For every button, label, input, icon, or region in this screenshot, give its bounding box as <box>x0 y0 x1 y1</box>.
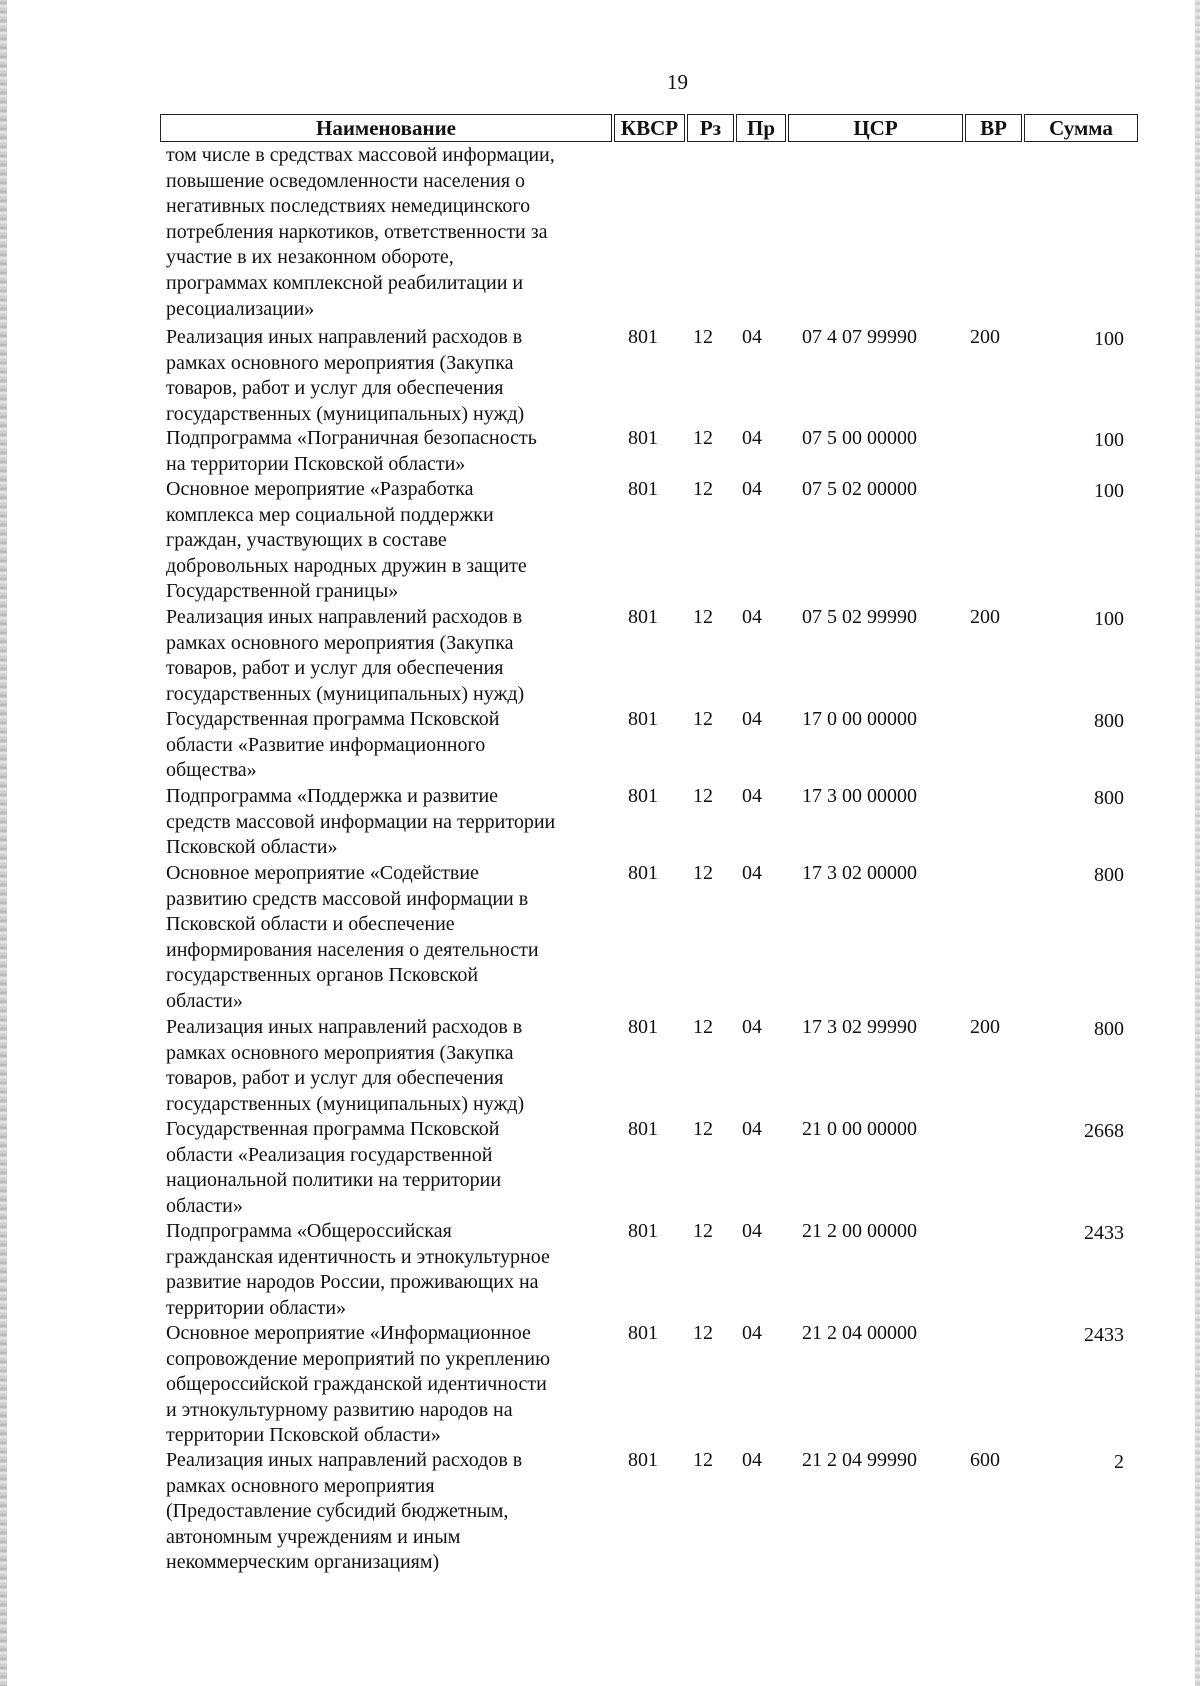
row-name: Основное мероприятие «Содействие развитию средств массовой информации в Псковской области и обеспечение информирования населения о деятельности государственных органов Псковской области» <box>166 862 539 1012</box>
row-pr: 04 <box>742 1449 762 1471</box>
row-pr: 04 <box>742 606 762 628</box>
row-kvsr: 801 <box>628 1118 658 1140</box>
row-kvsr: 801 <box>628 862 658 884</box>
row-rz: 12 <box>693 606 713 628</box>
row-name: Основное мероприятие «Разработка комплекса мер социальной поддержки граждан, участвующих в составе добровольных народных дружин в защите Государственной границы» <box>166 478 527 603</box>
row-pr: 04 <box>742 1220 762 1242</box>
row-rz: 12 <box>693 785 713 807</box>
row-name: Государственная программа Псковской области «Реализация государственной национальной политики на территории области» <box>166 1118 502 1217</box>
row-sum: 2668 <box>1084 1120 1124 1142</box>
row-csr: 07 4 07 99990 <box>802 326 917 348</box>
row-pr: 04 <box>742 1118 762 1140</box>
row-name: Подпрограмма «Пограничная безопасность на территории Псковской области» <box>166 427 537 475</box>
row-name: Подпрограмма «Общероссийская гражданская идентичность и этнокультурное развитие народов России, проживающих на территории области» <box>166 1220 550 1319</box>
row-sum: 2 <box>1114 1451 1124 1473</box>
row-name: Реализация иных направлений расходов в рамках основного мероприятия (Предоставление субсидий бюджетным, автономным учреждениям и иным некоммерческим организациям) <box>166 1449 523 1574</box>
row-csr: 17 3 02 99990 <box>802 1016 917 1038</box>
scan-edge-left <box>0 0 7 1686</box>
row-kvsr: 801 <box>628 606 658 628</box>
row-csr: 21 2 04 99990 <box>802 1449 917 1471</box>
row-csr: 17 3 00 00000 <box>802 785 917 807</box>
row-rz: 12 <box>693 1118 713 1140</box>
row-pr: 04 <box>742 427 762 449</box>
row-name: Реализация иных направлений расходов в рамках основного мероприятия (Закупка товаров, работ и услуг для обеспечения государственных (муниципальных) нужд) <box>166 1016 525 1115</box>
row-name: том числе в средствах массовой информации, повышение осведомленности населения о негативных последствиях немедицинского потребления наркотиков, ответственности за участие в их незаконном обороте, программах комплексной реабилитации и ресоциализации» <box>166 144 555 320</box>
row-sum: 100 <box>1094 328 1124 350</box>
row-kvsr: 801 <box>628 427 658 449</box>
row-pr: 04 <box>742 708 762 730</box>
row-csr: 17 0 00 00000 <box>802 708 917 730</box>
row-name: Основное мероприятие «Информационное сопровождение мероприятий по укреплению общероссийской гражданской идентичности и этнокультурному развитию народов на территории Псковской области» <box>166 1322 551 1447</box>
scan-edge-right <box>1195 0 1200 1686</box>
row-vr: 600 <box>970 1449 1000 1471</box>
header-sum: Сумма <box>1024 114 1138 142</box>
header-vr: ВР <box>965 114 1022 142</box>
row-csr: 07 5 00 00000 <box>802 427 917 449</box>
row-rz: 12 <box>693 1322 713 1344</box>
row-sum: 100 <box>1094 608 1124 630</box>
row-pr: 04 <box>742 862 762 884</box>
row-kvsr: 801 <box>628 708 658 730</box>
row-sum: 800 <box>1094 710 1124 732</box>
row-sum: 800 <box>1094 864 1124 886</box>
row-sum: 2433 <box>1084 1222 1124 1244</box>
row-name: Реализация иных направлений расходов в рамках основного мероприятия (Закупка товаров, работ и услуг для обеспечения государственных (муниципальных) нужд) <box>166 606 525 705</box>
row-pr: 04 <box>742 1322 762 1344</box>
row-rz: 12 <box>693 1220 713 1242</box>
page-number: 19 <box>667 70 688 94</box>
row-kvsr: 801 <box>628 478 658 500</box>
row-name: Реализация иных направлений расходов в рамках основного мероприятия (Закупка товаров, работ и услуг для обеспечения государственных (муниципальных) нужд) <box>166 326 525 425</box>
header-rz: Рз <box>687 114 734 142</box>
row-vr: 200 <box>970 1016 1000 1038</box>
row-csr: 07 5 02 99990 <box>802 606 917 628</box>
row-kvsr: 801 <box>628 1220 658 1242</box>
row-kvsr: 801 <box>628 1449 658 1471</box>
row-csr: 17 3 02 00000 <box>802 862 917 884</box>
row-kvsr: 801 <box>628 326 658 348</box>
row-rz: 12 <box>693 427 713 449</box>
row-csr: 21 2 04 00000 <box>802 1322 917 1344</box>
row-sum: 800 <box>1094 1018 1124 1040</box>
table-header <box>160 111 1138 144</box>
row-vr: 200 <box>970 326 1000 348</box>
row-sum: 100 <box>1094 480 1124 502</box>
row-rz: 12 <box>693 1449 713 1471</box>
row-pr: 04 <box>742 326 762 348</box>
row-rz: 12 <box>693 326 713 348</box>
row-kvsr: 801 <box>628 1322 658 1344</box>
row-csr: 21 2 00 00000 <box>802 1220 917 1242</box>
header-csr: ЦСР <box>788 114 963 142</box>
row-csr: 07 5 02 00000 <box>802 478 917 500</box>
row-kvsr: 801 <box>628 1016 658 1038</box>
row-pr: 04 <box>742 478 762 500</box>
row-kvsr: 801 <box>628 785 658 807</box>
row-sum: 2433 <box>1084 1324 1124 1346</box>
row-name: Государственная программа Псковской области «Развитие информационного общества» <box>166 708 500 782</box>
row-pr: 04 <box>742 785 762 807</box>
row-name: Подпрограмма «Поддержка и развитие средств массовой информации на территории Псковской области» <box>166 785 556 859</box>
row-rz: 12 <box>693 862 713 884</box>
row-rz: 12 <box>693 478 713 500</box>
row-pr: 04 <box>742 1016 762 1038</box>
header-kvsr: КВСР <box>614 114 685 142</box>
row-csr: 21 0 00 00000 <box>802 1118 917 1140</box>
header-name: Наименование <box>160 114 612 142</box>
row-vr: 200 <box>970 606 1000 628</box>
header-pr: Пр <box>736 114 786 142</box>
row-rz: 12 <box>693 708 713 730</box>
row-rz: 12 <box>693 1016 713 1038</box>
row-sum: 100 <box>1094 429 1124 451</box>
row-sum: 800 <box>1094 787 1124 809</box>
